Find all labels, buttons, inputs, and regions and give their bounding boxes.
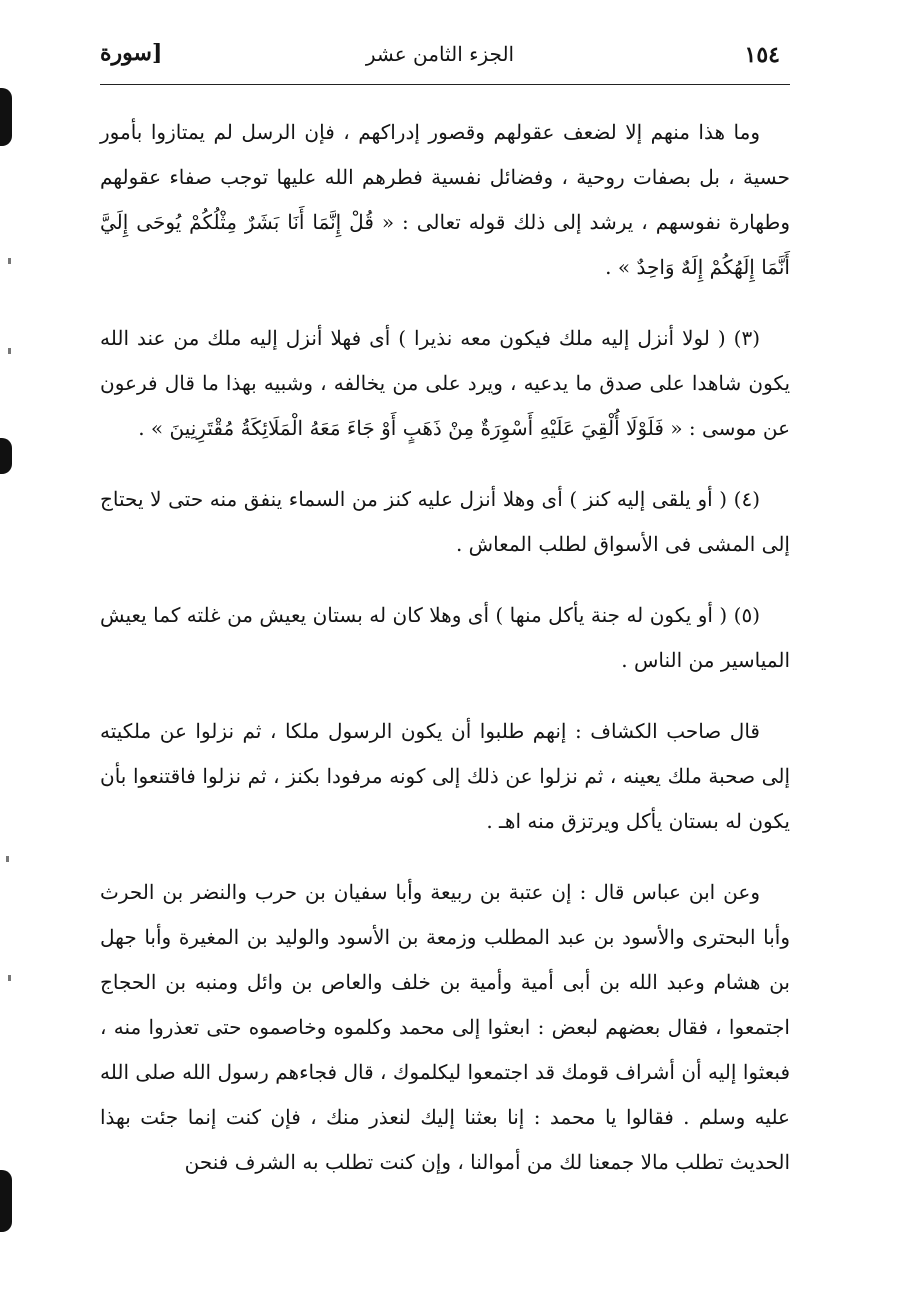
text-line: عند الله يكون شاهدا على صدق ما يدعيه ، ويرد على من يخالفه ، وشبيه بهذا ما قال bbox=[100, 326, 791, 395]
scan-speck bbox=[8, 975, 11, 981]
paragraph bbox=[100, 593, 790, 683]
binding-mark bbox=[0, 1170, 12, 1232]
text-line: حسية ، بل بصفات روحية ، وفضائل نفسية فطرهم الله عليها توجب صفاء عقولهم bbox=[100, 165, 790, 189]
text-line: وعن ابن عباس قال : إن عتبة بن ربيعة وأبا سفيان بن حرب والنضر بن bbox=[162, 880, 760, 904]
text-line: كما يعيش المياسير من الناس . bbox=[100, 603, 790, 672]
scan-speck bbox=[8, 258, 11, 264]
binding-mark bbox=[0, 438, 12, 474]
text-line: فرعون عن موسى : « فَلَوْلَا أُلْقِيَ عَلَيْهِ أَسْوِرَةٌ مِنْ ذَهَبٍ أَوْ جَاءَ مَعَهُ الْمَلَائِكَةُ bbox=[100, 371, 790, 440]
text-line: قال صاحب الكشاف : إنهم طلبوا أن يكون الرسول ملكا ، ثم نزلوا عن bbox=[159, 719, 760, 743]
text-line: ملكيته إلى صحبة ملك يعينه ، ثم نزلوا عن ذلك إلى كونه مرفودا بكنز ، ثم نزلوا bbox=[100, 719, 791, 788]
body-text bbox=[100, 110, 790, 1211]
page-number: ١٥٤ bbox=[744, 42, 780, 68]
text-line: لا يحتاج إلى المشى فى الأسواق لطلب المعاش . bbox=[100, 487, 790, 556]
binding-mark bbox=[0, 88, 12, 146]
surah-label: [سورة bbox=[100, 40, 163, 66]
paragraph bbox=[100, 477, 790, 567]
scan-speck bbox=[8, 348, 11, 354]
text-line: (٣) ( لولا أنزل إليه ملك فيكون معه نذيرا ) أى فهلا أنزل إليه ملك من bbox=[173, 326, 760, 350]
scan-speck bbox=[6, 856, 9, 862]
paragraph bbox=[100, 316, 790, 451]
text-line: وما هذا منهم إلا لضعف عقولهم وقصور إدراكهم ، فإن الرسل لم يمتازوا بأمور bbox=[100, 120, 760, 144]
text-line: صلى الله عليه وسلم . فقالوا يا محمد : إنا بعثنا إليك لنعذر منك ، فإن كنت إنما جئت bbox=[100, 1060, 790, 1129]
text-line: (٤) ( أو يلقى إليه كنز ) أى وهلا أنزل عليه كنز من السماء ينفق منه حتى bbox=[168, 487, 761, 511]
text-line: (٥) ( أو يكون له جنة يأكل منها ) أى وهلا كان له بستان يعيش من غلته bbox=[186, 603, 760, 627]
paragraph bbox=[100, 870, 790, 1185]
running-header bbox=[100, 38, 780, 78]
paragraph bbox=[100, 709, 790, 844]
text-line: فاقتنعوا بأن يكون له بستان يأكل ويرتزق منه اهـ . bbox=[100, 764, 790, 833]
text-line: وأبا جهل بن هشام وعبد الله بن أبى أمية وأمية بن خلف والعاص بن وائل ومنبه بن bbox=[100, 925, 790, 994]
text-line: إِلَيَّ أَنَّمَا إِلَهُكُمْ إِلَهٌ وَاحِدٌ » . bbox=[100, 210, 790, 279]
text-line: الحجاج اجتمعوا ، فقال بعضهم لبعض : ابعثوا إلى محمد وكلموه وخاصموه حتى تعذروا bbox=[100, 970, 790, 1039]
text-line: الحرث وأبا البحترى والأسود بن عبد المطلب وزمعة بن الأسود والوليد بن المغيرة bbox=[100, 880, 791, 949]
header-rule bbox=[100, 84, 790, 85]
text-line: وطهارة نفوسهم ، يرشد إلى ذلك قوله تعالى : « قُلْ إِنَّمَا أَنَا بَشَرٌ مِثْلُكُمْ يُوحَى bbox=[136, 210, 790, 234]
paragraph bbox=[100, 110, 790, 290]
text-line: بهذا الحديث تطلب مالا جمعنا لك من أموالنا ، وإن كنت تطلب به الشرف فنحن bbox=[100, 1105, 790, 1174]
header-title: الجزء الثامن عشر bbox=[365, 42, 515, 66]
text-line: مُقْتَرِنِينَ » . bbox=[138, 416, 235, 440]
text-line: منه ، فبعثوا إليه أن أشراف قومك قد اجتمعوا ليكلموك ، قال فجاءهم رسول الله bbox=[100, 1015, 791, 1084]
